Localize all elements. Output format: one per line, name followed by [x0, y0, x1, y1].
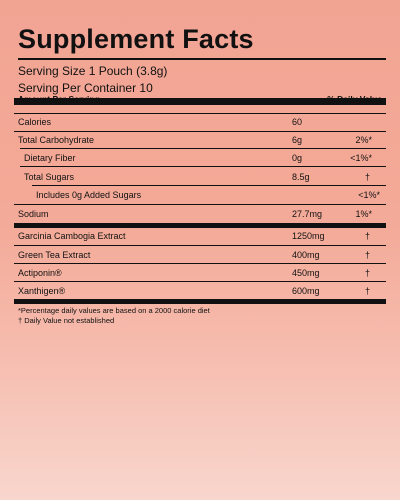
ingredient-dv: †: [364, 250, 370, 260]
row-divider: [14, 245, 386, 246]
nutrient-name: Dietary Fiber: [24, 153, 76, 163]
nutrient-name: Includes 0g Added Sugars: [36, 190, 142, 200]
footnote-thick-divider: [14, 299, 386, 304]
supplement-facts-panel: [14, 14, 386, 325]
ingredient-row-green-tea: [18, 248, 386, 262]
ingredient-row-actiponin: [18, 266, 386, 280]
ingredient-amount: 600mg: [292, 286, 320, 296]
row-divider: [20, 148, 386, 149]
ingredient-dv: †: [364, 286, 370, 296]
ingredient-amount: 1250mg: [292, 231, 325, 241]
ingredient-name: Actiponin®: [18, 268, 62, 278]
row-divider: [14, 131, 386, 132]
ingredient-dv: †: [364, 268, 370, 278]
nutrient-dv: 1%*: [355, 209, 372, 219]
nutrient-name: Sodium: [18, 209, 49, 219]
nutrient-row-calories: [18, 115, 386, 129]
header-bottom-divider: [14, 113, 386, 114]
row-divider: [20, 166, 386, 167]
row-divider: [14, 204, 386, 205]
ingredient-name: Xanthigen®: [18, 286, 66, 296]
title-divider: [18, 58, 386, 60]
ingredient-name: Green Tea Extract: [18, 250, 91, 260]
nutrient-row-sodium: [18, 207, 386, 221]
ingredient-amount: 400mg: [292, 250, 320, 260]
nutrient-name: Total Carbohydrate: [18, 135, 95, 145]
row-divider: [32, 185, 386, 186]
nutrient-dv: 2%*: [355, 135, 372, 145]
section-thick-divider: [14, 223, 386, 228]
row-divider: [14, 263, 386, 264]
nutrient-amount: 0g: [292, 153, 303, 163]
nutrient-dv: †: [364, 172, 370, 182]
ingredient-dv: †: [364, 231, 370, 241]
nutrient-name: Total Sugars: [24, 172, 75, 182]
nutrient-amount: 8.5g: [292, 172, 310, 182]
nutrient-name: Calories: [18, 117, 52, 127]
nutrient-row-total-sugars: [18, 170, 386, 184]
nutrient-row-total-carbohydrate: [18, 133, 386, 147]
amount-header-row: [18, 92, 386, 106]
amount-per-serving-label: Amount Per Serving: [18, 94, 100, 104]
ingredient-row-garcinia: [18, 229, 386, 243]
ingredient-name: Garcinia Cambogia Extract: [18, 231, 126, 241]
footnote-daily-values: *Percentage daily values are based on a 2000 calorie diet: [18, 306, 210, 315]
footnote-not-established: † Daily Value not established: [18, 316, 115, 325]
row-divider: [14, 281, 386, 282]
ingredient-row-xanthigen: [18, 284, 386, 298]
nutrient-amount: 6g: [292, 135, 303, 145]
daily-value-label: % Daily Value: [327, 94, 382, 104]
nutrient-row-added-sugars: [18, 188, 386, 202]
nutrient-amount: 60: [292, 117, 303, 127]
servings-per-container: Serving Per Container 10: [18, 81, 153, 95]
nutrient-row-dietary-fiber: [18, 151, 386, 165]
panel-title: Supplement Facts: [18, 24, 254, 54]
serving-size: Serving Size 1 Pouch (3.8g): [18, 64, 168, 78]
nutrient-dv: <1%*: [350, 153, 372, 163]
nutrient-dv: <1%*: [358, 190, 380, 200]
ingredient-amount: 450mg: [292, 268, 320, 278]
nutrient-amount: 27.7mg: [292, 209, 323, 219]
